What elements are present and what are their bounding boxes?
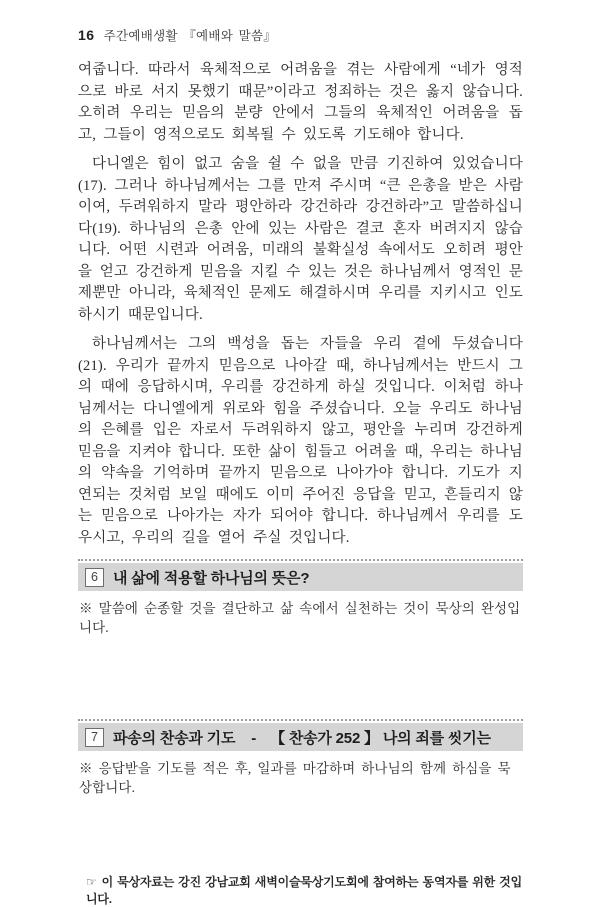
blank-writing-space xyxy=(78,637,523,709)
hymn-reference: 【 찬송가 252 】 나의 죄를 씻기는 xyxy=(270,729,491,747)
page-header xyxy=(78,26,523,46)
pointing-hand-icon: ☞ xyxy=(86,875,97,889)
page-number: 16 xyxy=(78,27,95,43)
dotted-divider xyxy=(78,559,523,561)
body-text xyxy=(78,60,523,549)
page-footer xyxy=(86,873,523,907)
section-header-bar xyxy=(78,563,523,591)
paragraph-3: 하나님께서는 그의 백성을 돕는 자들을 우리 곁에 두셨습니다(21). 우리가 끝까지 믿음으로 나아갈 때, 하나님께서는 반드시 그의 때에 응답하시며, 우리를 강건하게 하실 것입니다. 이처럼 하나님께서는 다니엘에게 위로와 힘을 주셨습니다. 오늘 우리도 하나님의 은혜를 입은 자로서 두려워하지 않고, 평안을 누리며 강건하게 믿음을 지켜야 합니다. 또한 삶이 힘들고 어려울 때, 우리는 하나님의 약속을 기억하며 끝까지 믿음으로 나아가야 합니다. 기도가 지연되는 것처럼 보일 때에도 이미 주어진 응답을 믿고, 흔들리지 않는 믿음으로 나아가는 자가 되어야 합니다. 하나님께서 우리를 도우시고, 우리의 길을 열어 주실 것입니다. xyxy=(78,336,523,546)
title-separator: - xyxy=(251,729,257,747)
section-note: ※ 말씀에 순종할 것을 결단하고 삶 속에서 실천하는 것이 묵상의 완성입니다. xyxy=(79,601,521,635)
paragraph-1: 여줍니다. 따라서 육체적으로 어려움을 겪는 사람에게 “네가 영적으로 바로 서지 못했기 때문”이라고 정죄하는 것은 옳지 않습니다. 오히려 우리는 믿음의 분량 안에서 그들의 육체적인 어려움을 돕고, 그들이 영적으로도 회복될 수 있도록 기도해야 합니다. xyxy=(78,62,523,143)
section-title: 내 삶에 적용할 하나님의 뜻은? xyxy=(113,569,310,587)
section-note: ※ 응답받을 기도를 적은 후, 일과를 마감하며 하나님의 함께 하심을 묵상합니다. xyxy=(79,761,511,795)
section-number-box: 6 xyxy=(85,568,104,587)
section-title xyxy=(113,727,491,748)
section-number-box: 7 xyxy=(85,728,104,747)
section-header-bar xyxy=(78,723,523,751)
blank-writing-space xyxy=(78,797,523,873)
section-closing-hymn xyxy=(78,719,523,797)
dotted-divider xyxy=(78,719,523,721)
section-application xyxy=(78,559,523,637)
running-title: 주간예배생활 『예배와 말씀』 xyxy=(103,29,277,43)
paragraph-2: 다니엘은 힘이 없고 숨을 쉴 수 없을 만큼 기진하여 있었습니다(17). 그러나 하나님께서는 그를 만져 주시며 “큰 은총을 받은 사람이여, 두려워하지 말라 평안하라 강건하라 강건하라”고 말씀하십니다(19). 하나님의 은총 안에 있는 사람은 결코 혼자 버려지지 않습니다. 어떤 시련과 어려움, 미래의 불확실성 속에서도 오히려 평안을 얻고 강건하게 믿음을 지킬 수 있는 것은 하나님께서 영적인 문제뿐만 아니라, 육체적인 문제도 해결하시며 우리를 지키시고 인도하시기 때문입니다. xyxy=(78,156,523,323)
footer-text: 이 묵상자료는 강진 강남교회 새벽이슬묵상기도회에 참여하는 동역자를 위한 것입니다. xyxy=(86,875,522,906)
section-title-text: 파송의 찬송과 기도 xyxy=(113,729,236,747)
